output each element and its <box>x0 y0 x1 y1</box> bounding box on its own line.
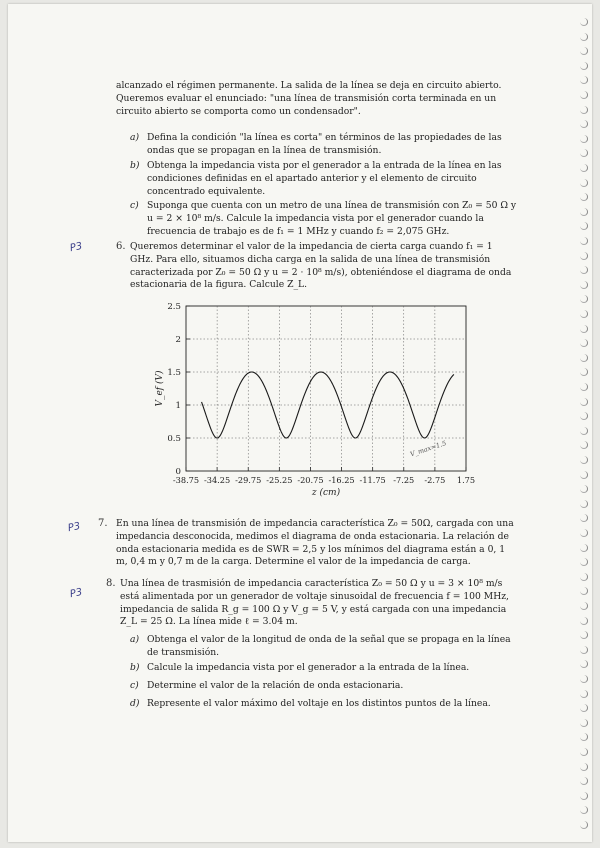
y-tick-label: 2.5 <box>167 302 181 312</box>
x-tick-label: -25.25 <box>266 475 293 485</box>
exam-sheet <box>8 4 592 842</box>
binder-ring <box>580 471 588 479</box>
binder-ring <box>580 719 588 727</box>
binder-ring <box>580 821 588 829</box>
binder-ring <box>580 792 588 800</box>
binder-ring <box>580 164 588 172</box>
problem-7-number: 7. <box>98 518 108 529</box>
problem-8-c: Determine el valor de la relación de onda estacionaria. <box>147 680 404 691</box>
intro-paragraph: alcanzado el régimen permanente. La salida de la línea se deja en circuito abierto. Queremos evaluar el enunciado: "una línea de transmisión corta terminada en un circuito abierto se comporta como un condensador". <box>116 80 502 117</box>
binder-ring <box>580 354 588 362</box>
binder-ring <box>580 763 588 771</box>
question-a: Defina la condición "la línea es corta" en términos de las propiedades de las ondas que se propagan en la línea de transmisión. <box>147 132 502 156</box>
y-axis-label: V_ef (V) <box>155 370 165 407</box>
binder-ring <box>580 339 588 347</box>
binder-ring <box>580 222 588 230</box>
item-8b-label: b) <box>130 662 140 673</box>
binder-ring <box>580 398 588 406</box>
x-tick-label: -16.25 <box>328 475 355 485</box>
binder-ring <box>580 237 588 245</box>
question-c: Suponga que cuenta con un metro de una línea de transmisión con Z₀ = 50 Ω y u = 2 × 10⁸ m/s. Calcule la impedancia vista por el generador cuando la frecuencia de trabajo es de f₁ = 1 MHz y cuando f₂ = 2,075 GHz. <box>147 200 517 237</box>
binder-ring <box>580 660 588 668</box>
item-b-label: b) <box>130 160 140 171</box>
binder-ring <box>580 573 588 581</box>
x-tick-label: 1.75 <box>456 475 476 485</box>
binder-ring <box>580 295 588 303</box>
standing-wave-chart <box>150 300 490 505</box>
x-tick-label: -34.25 <box>204 475 231 485</box>
problem-7-text: En una línea de transmisión de impedancia característica Z₀ = 50Ω, cargada con una impedancia desconocida, medimos el diagrama de onda estacionaria. La relación de onda estacionaria medida es de SWR = 2,5 y los mínimos del diagrama están a 0, 1 m, 0,4 m y 0,7 m de la carga. Determine el valor de la impedancia de carga. <box>116 518 514 568</box>
binder-ring <box>580 106 588 114</box>
binder-ring <box>580 208 588 216</box>
binder-ring <box>580 76 588 84</box>
binder-ring <box>580 704 588 712</box>
problem-8-text: Una línea de trasmisión de impedancia característica Z₀ = 50 Ω y u = 3 × 10⁸ m/s está alimentada por un generador de voltaje sinusoidal de frecuencia f = 100 MHz, impedancia de salida R_g = 100 Ω y V_g = 5 V, y está cargada con una impedancia Z_L = 25 Ω. La línea mide ℓ = 3.04 m. <box>120 578 509 628</box>
handwritten-mark-8: P3 <box>68 586 84 601</box>
binder-ring <box>580 485 588 493</box>
binder-ring <box>580 266 588 274</box>
binder-ring <box>580 602 588 610</box>
binder-ring <box>580 412 588 420</box>
item-8d-label: d) <box>130 698 140 709</box>
handwritten-mark-6: P3 <box>68 240 84 255</box>
problem-6-number: 6. <box>116 241 126 252</box>
binder-ring <box>580 675 588 683</box>
item-c-label: c) <box>130 200 139 211</box>
binder-ring <box>580 456 588 464</box>
binder-ring <box>580 18 588 26</box>
binder-ring <box>580 646 588 654</box>
handwritten-mark-7: P3 <box>66 520 82 535</box>
problem-8-number: 8. <box>106 578 116 589</box>
binder-ring <box>580 529 588 537</box>
binder-ring <box>580 777 588 785</box>
binder-ring <box>580 514 588 522</box>
binder-ring <box>580 544 588 552</box>
y-tick-label: 0 <box>175 467 181 477</box>
x-tick-label: -38.75 <box>172 475 200 485</box>
binder-ring <box>580 558 588 566</box>
y-tick-label: 2 <box>175 335 181 345</box>
binder-ring <box>580 748 588 756</box>
binder-ring <box>580 252 588 260</box>
y-tick-label: 1 <box>175 401 181 411</box>
problem-8-b: Calcule la impedancia vista por el generador a la entrada de la línea. <box>147 662 470 673</box>
binder-ring <box>580 617 588 625</box>
binder-ring <box>580 310 588 318</box>
x-tick-label: -20.75 <box>297 475 324 485</box>
item-8a-label: a) <box>130 634 140 645</box>
binder-ring <box>580 33 588 41</box>
binder-ring <box>580 149 588 157</box>
binder-ring <box>580 500 588 508</box>
problem-8-a: Obtenga el valor de la longitud de onda de la señal que se propaga en la línea de transmisión. <box>147 634 511 658</box>
binder-ring <box>580 383 588 391</box>
binder-ring <box>580 441 588 449</box>
item-a-label: a) <box>130 132 140 143</box>
problem-6-text: Queremos determinar el valor de la impedancia de cierta carga cuando f₁ = 1 GHz. Para ello, situamos dicha carga en la salida de una línea de transmisión caracterizada por Z₀ = 50 Ω y u = 2 · 10⁸ m/s), obteniéndose el diagrama de onda estacionaria de la figura. Calcule Z_L. <box>130 241 512 291</box>
binder-ring <box>580 281 588 289</box>
binder-ring <box>580 733 588 741</box>
binder-ring <box>580 91 588 99</box>
binder-ring <box>580 631 588 639</box>
binder-ring <box>580 427 588 435</box>
binder-ring <box>580 135 588 143</box>
binder-ring <box>580 325 588 333</box>
binder-ring <box>580 587 588 595</box>
binder-ring <box>580 62 588 70</box>
binder-ring <box>580 47 588 55</box>
binder-rings <box>576 4 592 842</box>
x-tick-label: -29.75 <box>235 475 262 485</box>
question-b: Obtenga la impedancia vista por el generador a la entrada de la línea en las condiciones definidas en el apartado anterior y el elemento de circuito concentrado equivalente. <box>147 160 502 197</box>
x-tick-label: -2.75 <box>424 475 446 485</box>
binder-ring <box>580 806 588 814</box>
binder-ring <box>580 179 588 187</box>
y-tick-label: 1.5 <box>167 368 181 378</box>
binder-ring <box>580 193 588 201</box>
chart-annotation: V_max=1.5 <box>409 439 448 459</box>
binder-ring <box>580 368 588 376</box>
y-tick-label: 0.5 <box>167 434 181 444</box>
x-tick-label: -7.25 <box>393 475 415 485</box>
x-axis-label: z (cm) <box>311 488 341 498</box>
problem-8-d: Represente el valor máximo del voltaje en los distintos puntos de la línea. <box>147 698 491 709</box>
binder-ring <box>580 120 588 128</box>
binder-ring <box>580 690 588 698</box>
item-8c-label: c) <box>130 680 139 691</box>
x-tick-label: -11.75 <box>359 475 386 485</box>
